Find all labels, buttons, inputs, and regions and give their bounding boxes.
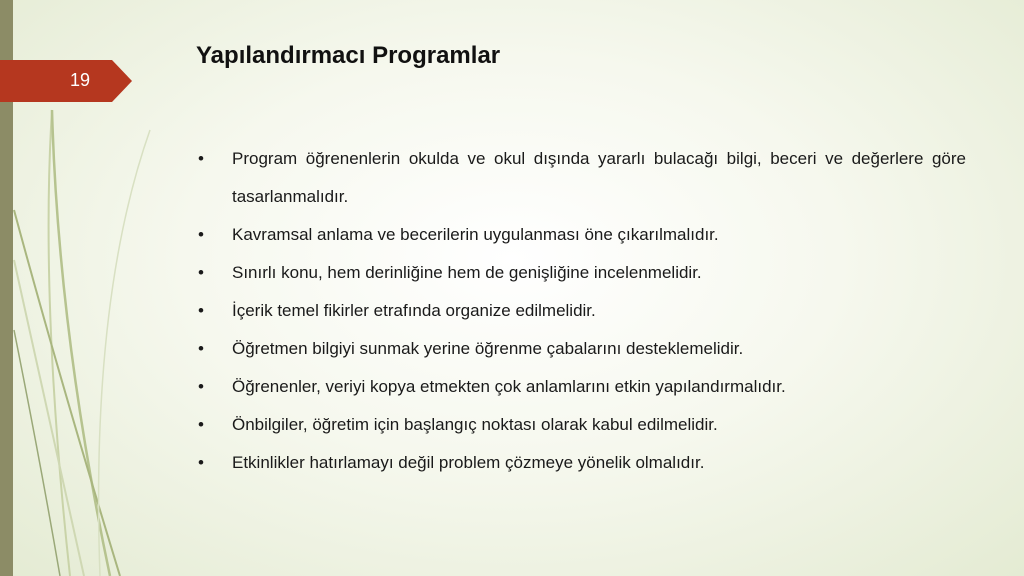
bullet-text: Öğrenenler, veriyi kopya etmekten çok anlamlarını etkin yapılandırmalıdır. (232, 377, 786, 396)
bullet-dot: • (198, 415, 204, 434)
bullet-text: Sınırlı konu, hem derinliğine hem de genişliğine incelenmelidir. (232, 263, 702, 282)
slide-number-tag (0, 60, 132, 102)
bullet-dot: • (198, 263, 204, 282)
list-item (196, 444, 966, 482)
list-item (196, 292, 966, 330)
list-item (196, 254, 966, 292)
list-item (196, 368, 966, 406)
bullet-dot: • (198, 301, 204, 320)
slide-number: 19 (70, 70, 91, 90)
list-item (196, 216, 966, 254)
bullet-text: İçerik temel fikirler etrafında organize edilmelidir. (232, 301, 596, 320)
bullet-text: Program öğrenenlerin okulda ve okul dışında yararlı bulacağı bilgi, beceri ve değerlere göre tasarlanmalıdır. (232, 149, 966, 206)
slide-title: Yapılandırmacı Programlar (196, 42, 501, 69)
list-item (196, 330, 966, 368)
bullet-dot: • (198, 377, 204, 396)
bullet-list (196, 140, 966, 482)
bullet-text: Öğretmen bilgiyi sunmak yerine öğrenme çabalarını desteklemelidir. (232, 339, 744, 358)
bullet-text: Önbilgiler, öğretim için başlangıç noktası olarak kabul edilmelidir. (232, 415, 718, 434)
bullet-dot: • (198, 149, 204, 168)
bullet-dot: • (198, 453, 204, 472)
list-item (196, 140, 966, 216)
bullet-dot: • (198, 225, 204, 244)
bullet-text: Etkinlikler hatırlamayı değil problem çözmeye yönelik olmalıdır. (232, 453, 705, 472)
bullet-text: Kavramsal anlama ve becerilerin uygulanması öne çıkarılmalıdır. (232, 225, 719, 244)
bullet-dot: • (198, 339, 204, 358)
list-item (196, 406, 966, 444)
